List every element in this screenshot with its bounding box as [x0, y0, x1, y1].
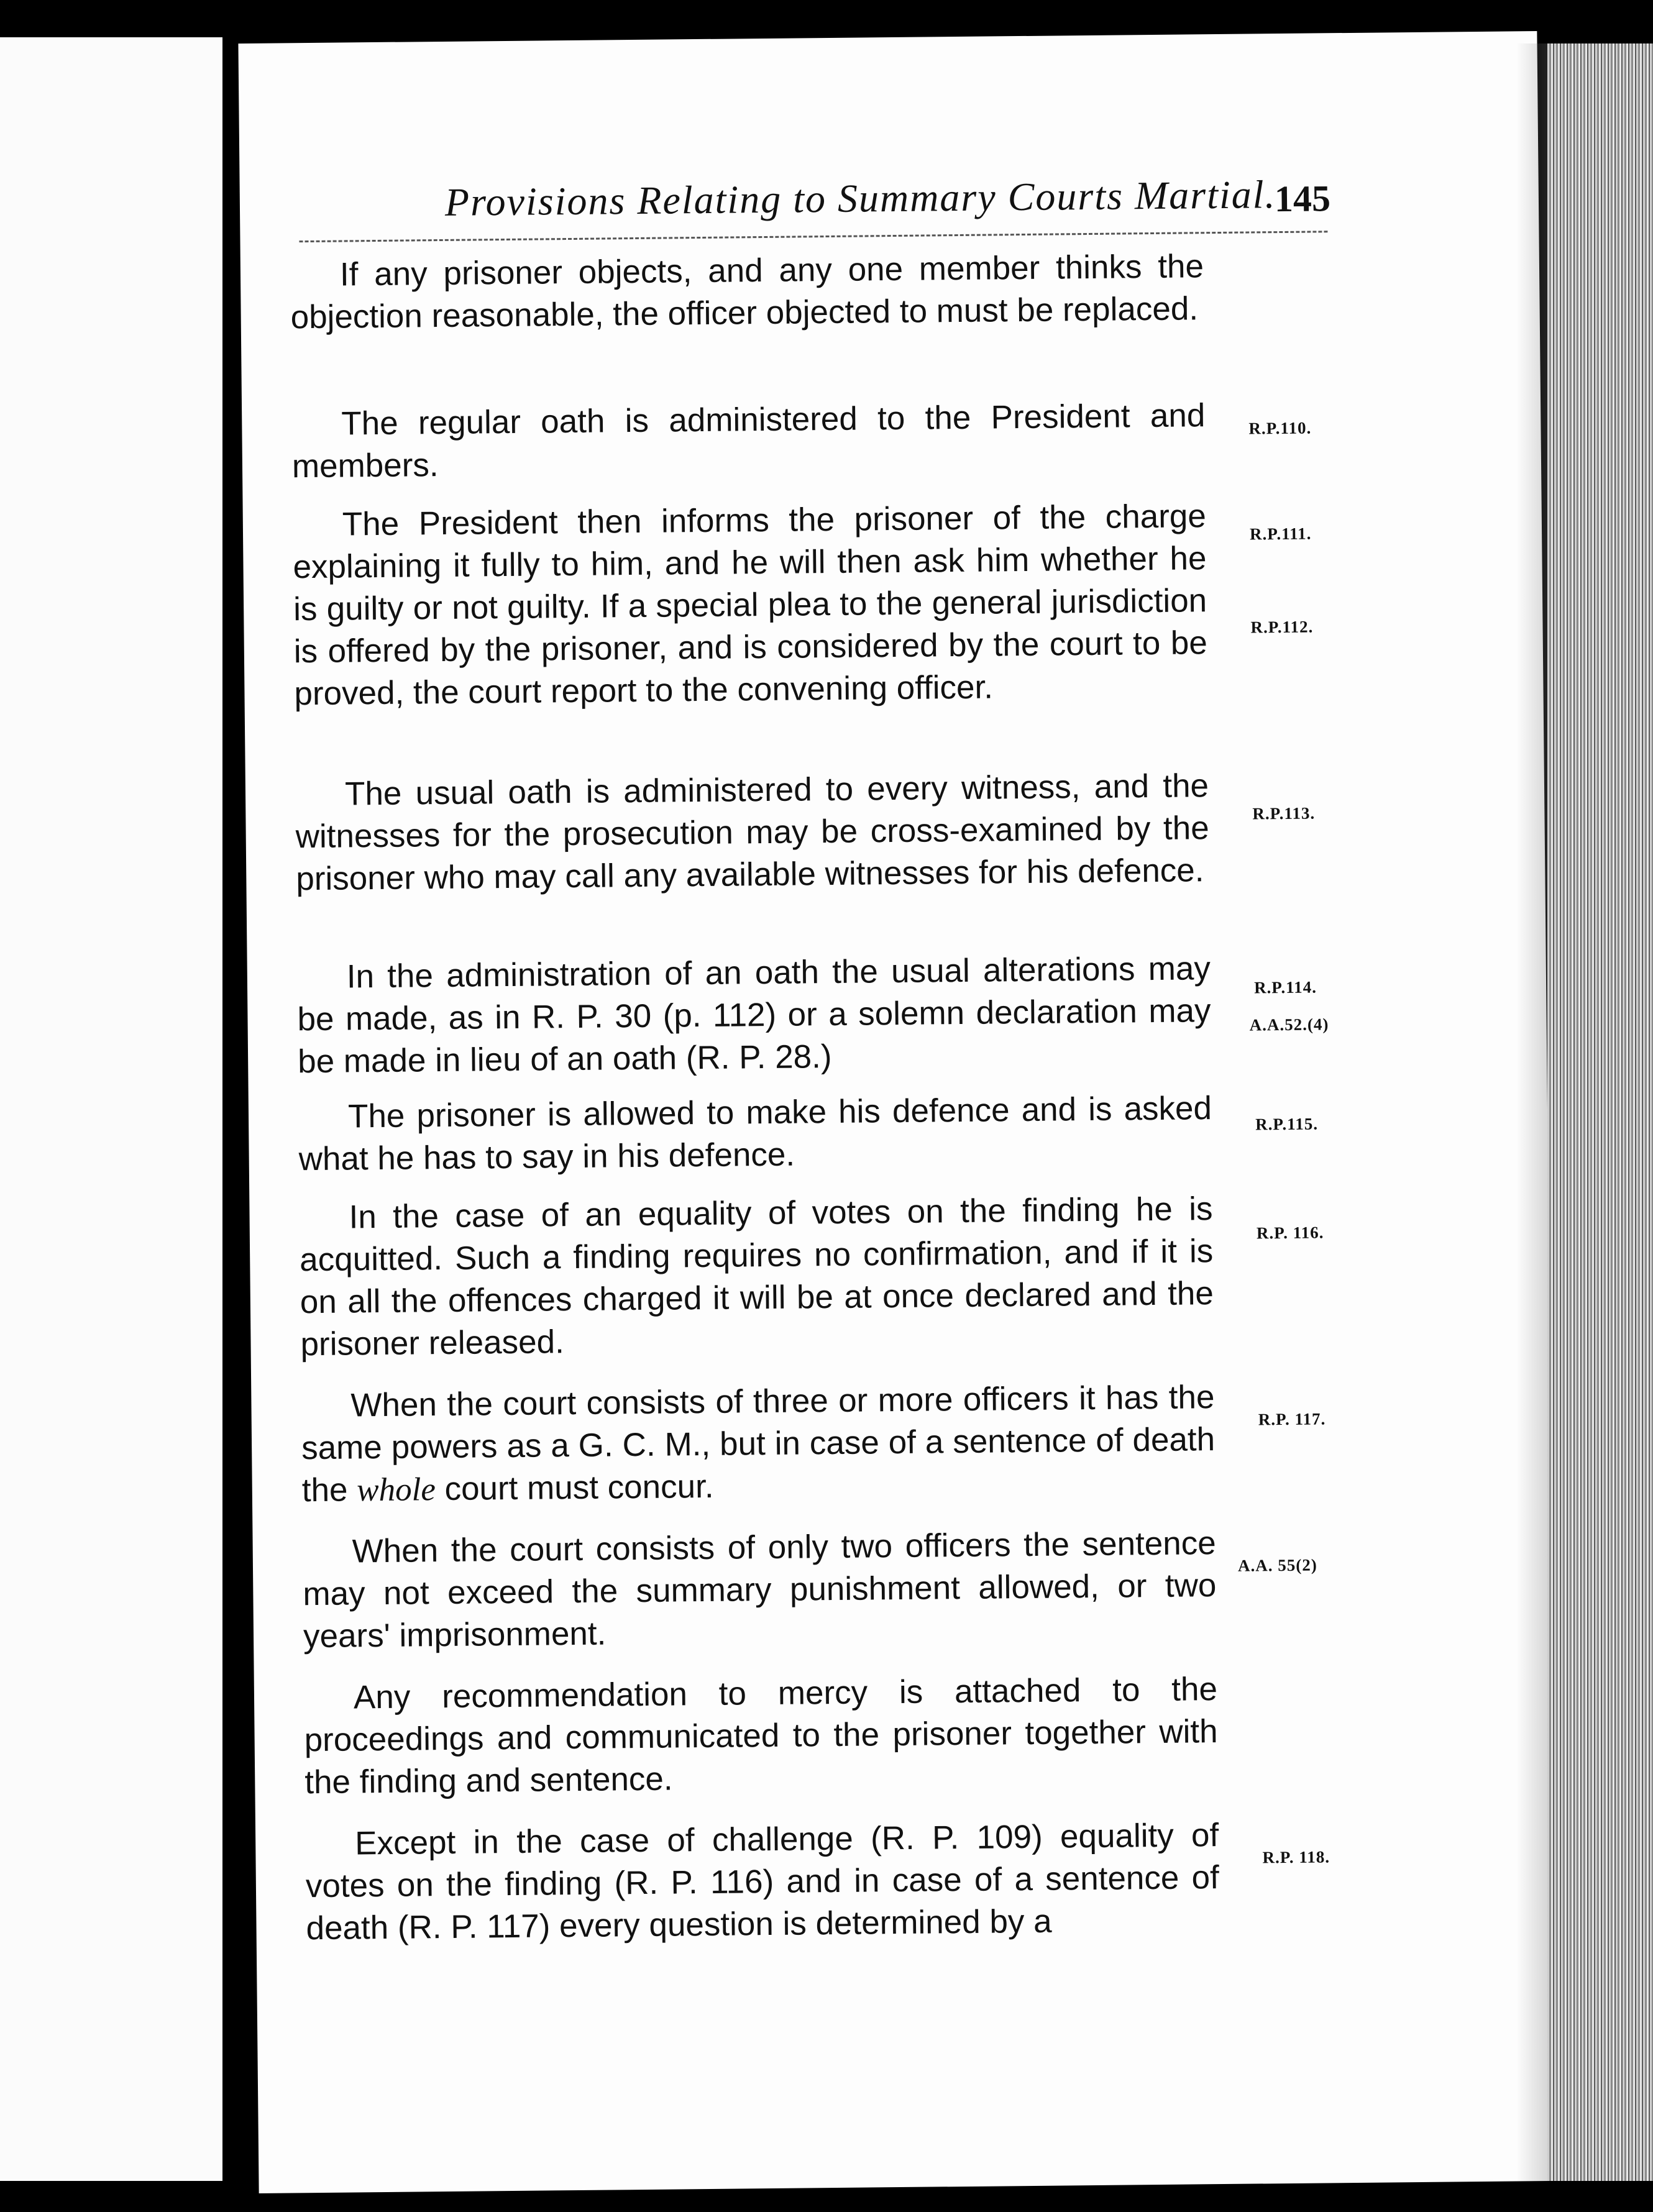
italic-word: whole: [356, 1471, 436, 1509]
margin-note: R.P. 117.: [1258, 1409, 1326, 1429]
paragraph: The usual oath is administered to every witness, and the witnesses for the prosecution may be cross-examined by the prisoner who may call any available witnesses for his defence.: [295, 767, 1209, 898]
paragraph: The prisoner is allowed to make his defence and is asked what he has to say in his defence.: [298, 1090, 1212, 1178]
margin-note: R.P.112.: [1250, 617, 1314, 637]
left-page: [0, 37, 222, 2181]
margin-note: R.P. 118.: [1262, 1847, 1330, 1867]
paragraph: The President then informs the prisoner of the charge explaining it fully to him, and he will then ask him whether he is guilty or not guilty. If a special plea to the general jurisdiction is offered by the prisoner, and is considered by the court to be proved, the court report to the convening officer.: [293, 498, 1208, 713]
margin-note: R.P.114.: [1253, 977, 1317, 997]
margin-note: A.A. 55(2): [1237, 1555, 1317, 1575]
margin-note: R.P.113.: [1252, 803, 1316, 823]
paragraph: Any recommendation to mercy is attached to the proceedings and communicated to the prisoner together with the finding and sentence.: [304, 1671, 1218, 1801]
header-rule: [299, 231, 1327, 242]
margin-note: R.P. 116.: [1256, 1223, 1324, 1243]
paragraph-text: court must concur.: [435, 1468, 714, 1508]
right-page: [238, 31, 1557, 2193]
margin-note: A.A.52.(4): [1249, 1015, 1329, 1035]
page-edges: [1547, 43, 1653, 2181]
paragraph: [301, 1376, 1216, 1512]
margin-note: R.P.110.: [1248, 418, 1312, 438]
paragraph: If any prisoner objects, and any one member thinks the objection reasonable, the officer objected to must be replaced.: [290, 248, 1204, 336]
paragraph: When the court consists of only two officers the sentence may not exceed the summary punishment allowed, or two years' imprisonment.: [303, 1525, 1217, 1655]
page-number: 145: [1274, 178, 1331, 220]
paragraph-text: When the court consists of three or more officers it has the same powers as a G. C. M., but in case of a sentence of death the: [301, 1379, 1216, 1509]
paragraph: In the case of an equality of votes on the finding he is acquitted. Such a finding requires no confirmation, and if it is on all the offences charged it will be at once declared and the prisoner released.: [299, 1191, 1214, 1363]
margin-note: R.P.111.: [1249, 524, 1312, 544]
margin-note: R.P.115.: [1255, 1114, 1319, 1134]
paragraph: In the administration of an oath the usual alterations may be made, as in R. P. 30 (p. 112) or a solemn declaration may be made in lieu of an oath (R. P. 28.): [297, 950, 1211, 1081]
paragraph: Except in the case of challenge (R. P. 109) equality of votes on the finding (R. P. 116) and in case of a sentence of death (R. P. 117) every question is determined by a: [305, 1817, 1220, 1947]
paragraph: The regular oath is administered to the President and members.: [291, 397, 1206, 485]
running-head: Provisions Relating to Summary Courts Martial.: [444, 172, 1276, 224]
